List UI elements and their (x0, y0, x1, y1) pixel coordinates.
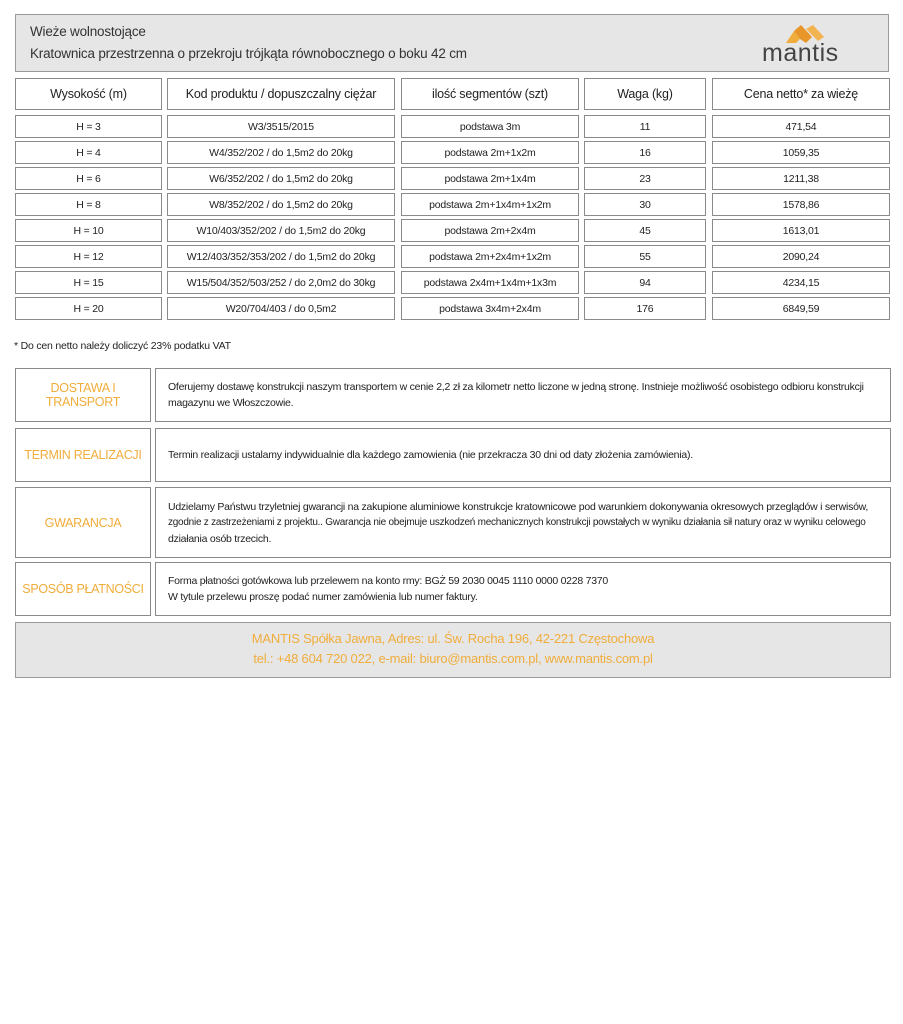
section-body (155, 562, 891, 616)
section-text-line: Forma płatności gotówkowa lub przelewem na konto rmy: BGŻ 59 2030 0045 1110 0000 0228 7370 (168, 575, 608, 587)
section-text-line: Oferujemy dostawę konstrukcji naszym transportem w cenie 2,2 zł za kilometr netto liczone w jedną stronę. Instnieje możliwość osobistego odbioru konstrukcji (168, 381, 864, 393)
table-cell: podstawa 2x4m+1x4m+1x3m (401, 271, 579, 294)
table-cell: 11 (584, 115, 706, 138)
column-header: Kod produktu / dopuszczalny ciężar (167, 78, 395, 110)
table-cell: 23 (584, 167, 706, 190)
table-cell: 94 (584, 271, 706, 294)
table-cell: 471,54 (712, 115, 890, 138)
document-subtitle: Kratownica przestrzenna o przekroju trójkąta równobocznego o boku 42 cm (30, 46, 467, 61)
table-cell: podstawa 2m+1x4m (401, 167, 579, 190)
column-header: Waga (kg) (584, 78, 706, 110)
table-cell: H = 12 (15, 245, 162, 268)
table-cell: 55 (584, 245, 706, 268)
table-cell: 6849,59 (712, 297, 890, 320)
table-cell: 1613,01 (712, 219, 890, 242)
footer-contact: tel.: +48 604 720 022, e-mail: biuro@mantis.com.pl, www.mantis.com.pl (253, 651, 653, 666)
section-label: GWARANCJA (15, 487, 151, 558)
vat-note: * Do cen netto należy doliczyć 23% podatku VAT (14, 340, 231, 352)
table-cell: 30 (584, 193, 706, 216)
table-cell: H = 4 (15, 141, 162, 164)
table-cell: 1211,38 (712, 167, 890, 190)
table-cell: 2090,24 (712, 245, 890, 268)
table-cell: 4234,15 (712, 271, 890, 294)
table-cell: podstawa 2m+1x2m (401, 141, 579, 164)
section-body (155, 368, 891, 422)
section-text-line: Termin realizacji ustalamy indywidualnie dla każdego zamowienia (nie przekracza 30 dni od daty złożenia zamówienia). (168, 449, 693, 461)
column-header: Wysokość (m) (15, 78, 162, 110)
table-cell: 1059,35 (712, 141, 890, 164)
table-cell: W20/704/403 / do 0,5m2 (167, 297, 395, 320)
company-footer (15, 622, 891, 678)
logo-text: mantis (762, 39, 839, 67)
table-cell: 45 (584, 219, 706, 242)
document-header (15, 14, 889, 72)
table-cell: podstawa 2m+2x4m (401, 219, 579, 242)
section-label: DOSTAWA I TRANSPORT (15, 368, 151, 422)
table-cell: H = 10 (15, 219, 162, 242)
table-cell: W6/352/202 / do 1,5m2 do 20kg (167, 167, 395, 190)
table-cell: podstawa 3m (401, 115, 579, 138)
table-cell: podstawa 2m+2x4m+1x2m (401, 245, 579, 268)
footer-address: MANTIS Spółka Jawna, Adres: ul. Św. Rocha 196, 42-221 Częstochowa (251, 631, 655, 646)
table-cell: H = 6 (15, 167, 162, 190)
document-title: Wieże wolnostojące (30, 24, 146, 39)
table-cell: 16 (584, 141, 706, 164)
section-body (155, 487, 891, 558)
table-cell: 176 (584, 297, 706, 320)
section-text-line: W tytule przelewu proszę podać numer zamówienia lub numer faktury. (168, 591, 478, 603)
mantis-logo (762, 25, 854, 67)
table-cell: W15/504/352/503/252 / do 2,0m2 do 30kg (167, 271, 395, 294)
section-text-line: Udzielamy Państwu trzyletniej gwarancji na zakupione aluminiowe konstrukcje kratownicowe pod warunkiem dokonywania okresowych przeglądów i serwisów, (168, 500, 869, 513)
column-header: Cena netto* za wieżę (712, 78, 890, 110)
section-label: SPOSÓB PŁATNOŚCI (15, 562, 151, 616)
table-cell: W8/352/202 / do 1,5m2 do 20kg (167, 193, 395, 216)
section-body (155, 428, 891, 482)
table-cell: 1578,86 (712, 193, 890, 216)
table-cell: podstawa 3x4m+2x4m (401, 297, 579, 320)
table-cell: H = 15 (15, 271, 162, 294)
section-label: TERMIN REALIZACJI (15, 428, 151, 482)
section-text-line: działania osób trzecich. (168, 532, 272, 545)
table-cell: W4/352/202 / do 1,5m2 do 20kg (167, 141, 395, 164)
section-text-line: zgodnie z zastrzeżeniami z projektu.. Gwarancja nie obejmuje uszkodzeń mechanicznych konstrukcji powstałych w wyniku działania sił natury oraz w wyniku celowego (168, 516, 866, 528)
table-cell: H = 20 (15, 297, 162, 320)
table-cell: W12/403/352/353/202 / do 1,5m2 do 20kg (167, 245, 395, 268)
table-cell: podstawa 2m+1x4m+1x2m (401, 193, 579, 216)
table-cell: H = 3 (15, 115, 162, 138)
section-text-line: magazynu we Włoszczowie. (168, 397, 294, 409)
table-cell: H = 8 (15, 193, 162, 216)
column-header: ilość segmentów (szt) (401, 78, 579, 110)
table-cell: W3/3515/2015 (167, 115, 395, 138)
table-cell: W10/403/352/202 / do 1,5m2 do 20kg (167, 219, 395, 242)
